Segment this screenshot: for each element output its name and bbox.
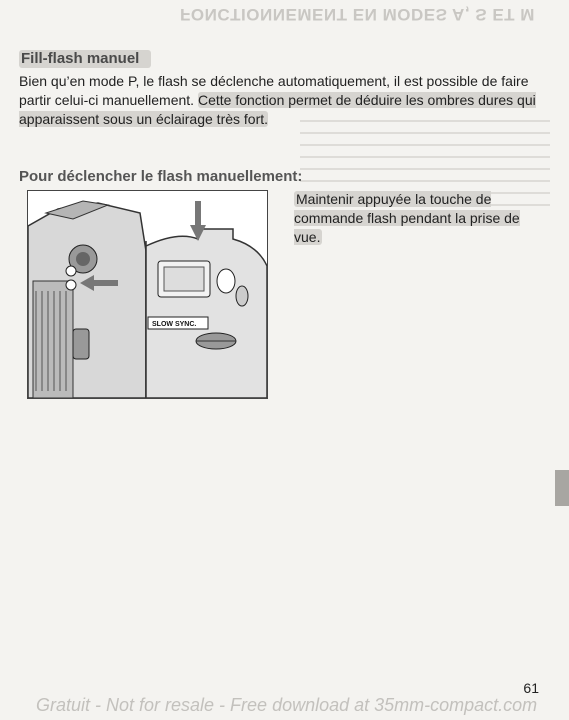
camera-illustration: [27, 190, 268, 399]
camera-drawing: [28, 191, 267, 398]
watermark: Gratuit - Not for resale - Free download at 35mm-compact.com: [36, 695, 538, 715]
page-edge-tab: [555, 470, 569, 506]
instruction-text: Maintenir appuyée la touche de commande flash pendant la prise de vue.: [294, 191, 520, 245]
page-number: 61: [523, 680, 539, 696]
section-body: [19, 72, 544, 129]
procedure-instruction: [294, 190, 542, 247]
procedure-title: Pour déclencher le flash manuellement:: [19, 168, 303, 185]
slow-sync-label: SLOW SYNC.: [152, 321, 197, 328]
bleed-through-title: FONCTIONNEMENT EN MODES A, S ET M: [180, 5, 535, 24]
body-text-highlighted: Cette fonction permet de déduire les ombres dures qui apparaissent sous un éclairage très fort.: [19, 92, 536, 127]
section-title: Fill-flash manuel: [19, 50, 151, 68]
body-text-plain: Bien qu’en mode P, le flash se déclenche automatiquement, il est possible de faire partir celui-ci manuellement.: [19, 73, 529, 108]
